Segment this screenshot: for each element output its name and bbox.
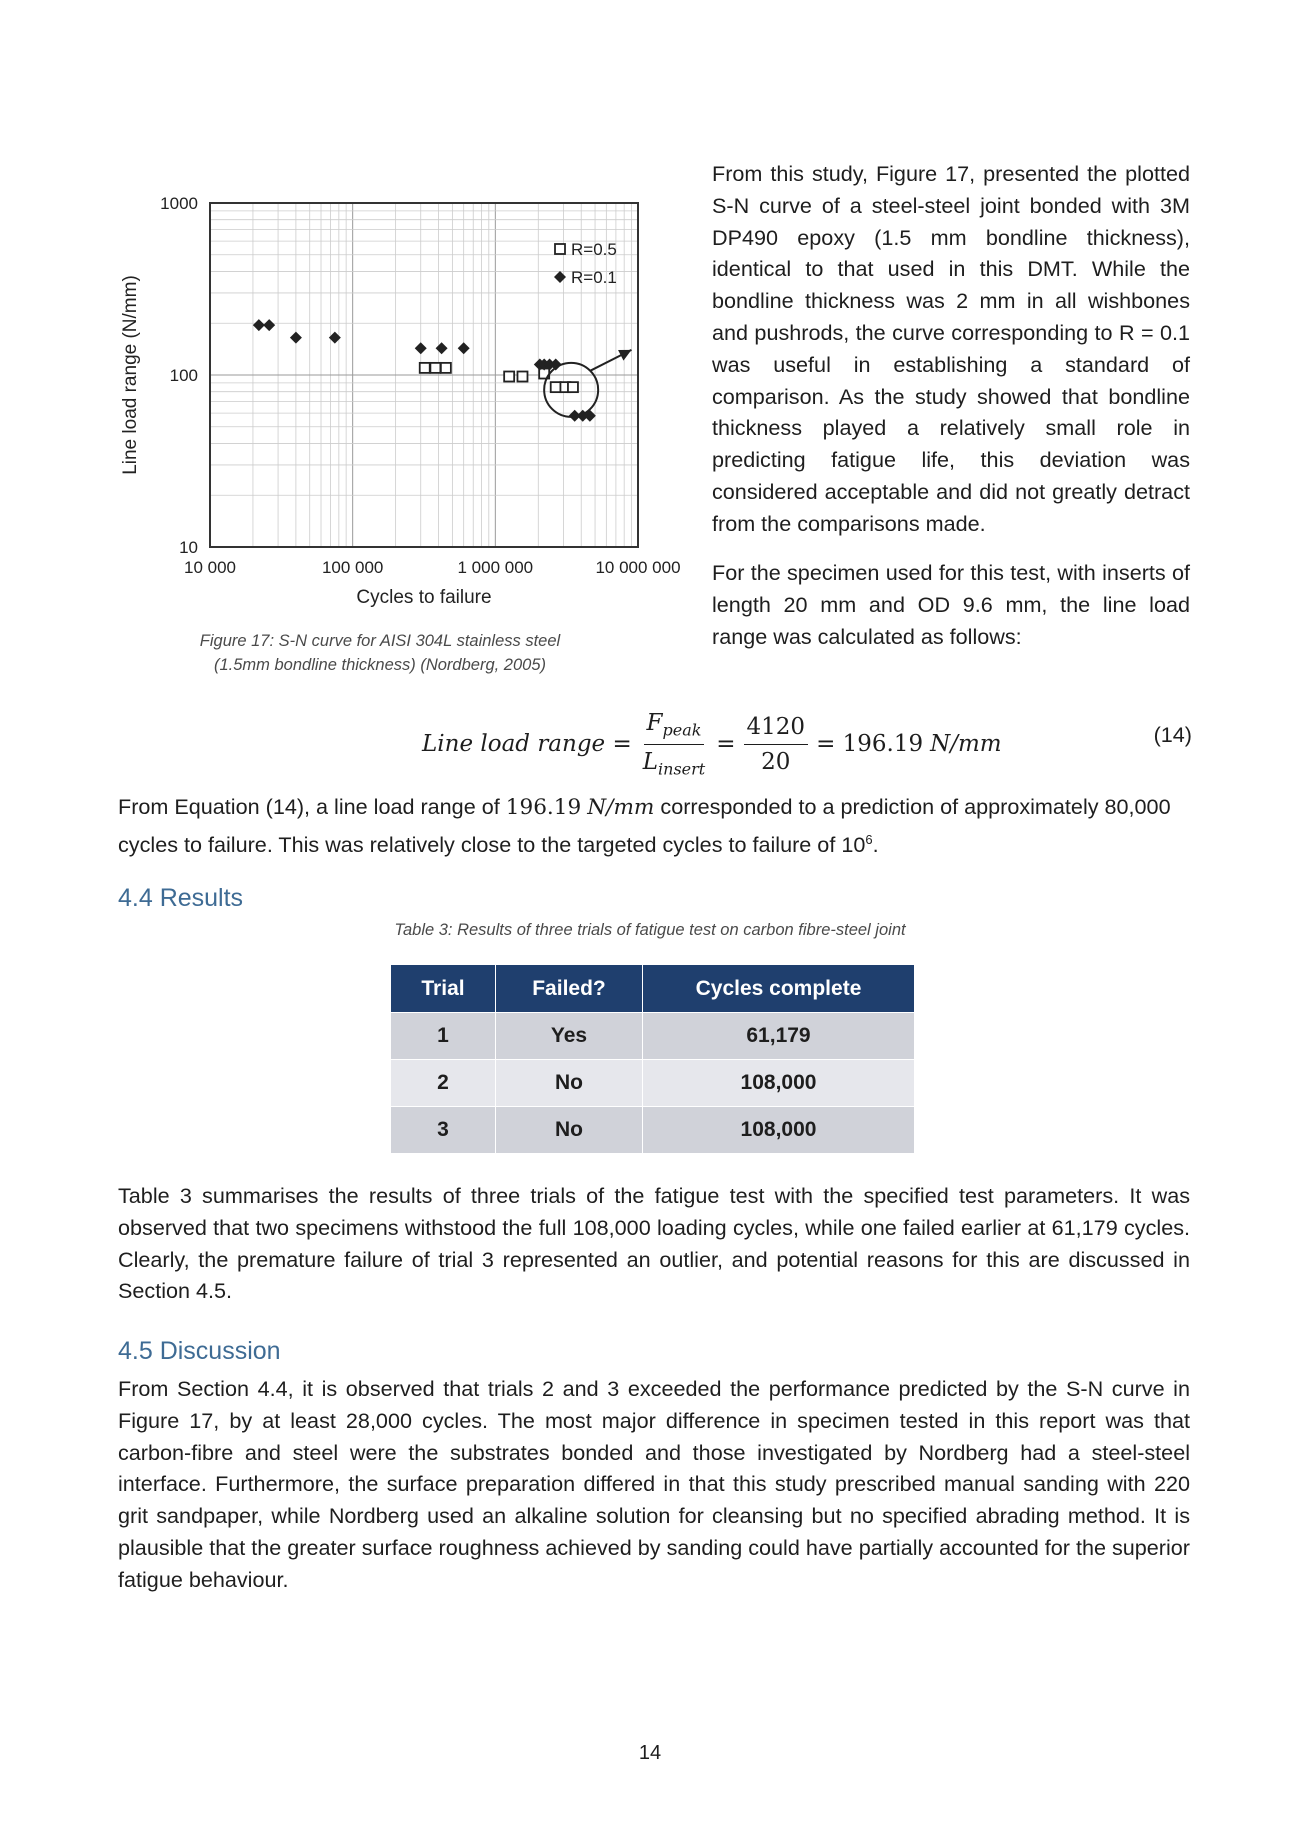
equation-lhs: Line load range = (422, 731, 632, 757)
equation-num-sub: peak (662, 720, 702, 740)
table-cell-trial: 1 (391, 1013, 496, 1060)
table-cell-trial: 2 (391, 1060, 496, 1107)
equation-equals: = (716, 731, 736, 757)
figure-caption-line2: (1.5mm bondline thickness) (Nordberg, 2005) (214, 656, 546, 674)
post-eq-text-after: corresponded to a prediction of approximately 80,000 (654, 794, 1171, 819)
table-header-trial: Trial (391, 965, 496, 1013)
table-cell-trial: 3 (391, 1107, 496, 1154)
equation-fraction-symbolic (640, 710, 708, 778)
intro-paragraph-1: From this study, Figure 17, presented the plotted S-N curve of a steel-steel joint bonded with 3M DP490 epoxy (1.5 mm bondline thickness), identical to that used in this DMT. While the bondline thickness was 2 mm in all wishbones and pushrods, the curve corresponding to R = 0.1 was useful in establishing a standard of comparison. As the study showed that bondline thickness played a relatively small role in predicting fatigue life, this deviation was considered acceptable and did not greatly detract from the comparisons made. (712, 161, 1190, 536)
table-caption: Table 3: Results of three trials of fatigue test on carbon fibre-steel joint (394, 921, 906, 939)
equation-number: (14) (1153, 722, 1192, 747)
intro-paragraph-2: For the specimen used for this test, with inserts of length 20 mm and OD 9.6 mm, the line load range was calculated as follows: (712, 560, 1190, 649)
data-point-r05 (517, 372, 527, 382)
equation-rhs-value: = 196.19 (816, 731, 924, 757)
legend-label: R=0.1 (571, 268, 617, 287)
table-cell-failed: Yes (496, 1013, 643, 1060)
results-table (391, 965, 914, 1153)
post-equation-paragraph (118, 791, 1190, 861)
equation-num-value: 4120 (744, 714, 809, 745)
data-point-r05 (504, 372, 514, 382)
table-row (391, 1013, 914, 1060)
y-axis-label: Line load range (N/mm) (120, 275, 141, 475)
post-eq-text-before: From Equation (14), a line load range of (118, 794, 506, 819)
discussion-paragraph: From Section 4.4, it is observed that trials 2 and 3 exceeded the performance predicted by the S-N curve in Figure 17, by at least 28,000 cycles. The most major difference in specimen tested in this report was that carbon-fibre and steel were the substrates bonded and those investigated by Nordberg had a steel-steel interface. Furthermore, the surface preparation differed in that this study prescribed manual sanding with 220 grit sandpaper, while Nordberg used an alkaline solution for cleansing but no specified abrading method. It is plausible that the greater surface roughness achieved by sanding could have partially accounted for the superior fatigue behaviour. (118, 1376, 1190, 1592)
data-point-r05 (430, 363, 440, 373)
post-eq-superscript: 6 (865, 831, 873, 847)
y-tick-label: 1000 (160, 194, 198, 213)
y-tick-label: 100 (169, 366, 198, 385)
x-axis-label: Cycles to failure (356, 587, 492, 608)
section-heading-results: 4.4 Results (118, 884, 244, 912)
table-row (391, 1107, 914, 1154)
x-tick-label: 10 000 (184, 558, 236, 577)
results-paragraph: Table 3 summarises the results of three trials of the fatigue test with the specified test parameters. It was observed that two specimens withstood the full 108,000 loading cycles, while one failed earlier at 61,179 cycles. Clearly, the premature failure of trial 3 represented an outlier, and potential reasons for this are discussed in Section 4.5. (118, 1183, 1190, 1304)
equation-den-value: 20 (761, 748, 791, 775)
section-heading-discussion: 4.5 Discussion (118, 1337, 281, 1365)
figure-caption-line1: Figure 17: S-N curve for AISI 304L stainless steel (199, 632, 561, 650)
data-point-r05 (551, 382, 561, 392)
table-header-failed: Failed? (496, 965, 643, 1013)
x-tick-label: 1 000 000 (457, 558, 534, 577)
x-tick-label: 100 000 (321, 558, 384, 577)
equation-num-main: F (646, 709, 663, 736)
equation-14 (0, 704, 1300, 784)
page-number: 14 (638, 1742, 662, 1764)
equation-den-sub: insert (658, 759, 706, 779)
table-cell-cycles: 108,000 (643, 1060, 915, 1107)
table-cell-cycles: 108,000 (643, 1107, 915, 1154)
figure-caption (160, 629, 600, 677)
table-cell-failed: No (496, 1107, 643, 1154)
data-point-r05 (420, 363, 430, 373)
table-cell-cycles: 61,179 (643, 1013, 915, 1060)
post-eq-end: . (872, 831, 879, 857)
table-header-row (391, 965, 914, 1013)
equation-fraction-numeric (744, 714, 809, 775)
x-tick-label: 10 000 000 (595, 558, 681, 577)
table-header-cycles: Cycles complete (643, 965, 915, 1013)
table-cell-failed: No (496, 1060, 643, 1107)
data-point-r05 (568, 382, 578, 392)
legend-label: R=0.5 (571, 240, 617, 259)
equation-rhs-unit: N/mm (930, 731, 1002, 757)
legend-marker-r05 (555, 244, 565, 254)
post-eq-line2: cycles to failure. This was relatively close to the targeted cycles to failure of 10 (118, 831, 866, 857)
sn-curve-chart (118, 185, 698, 625)
data-point-r05 (441, 363, 451, 373)
post-eq-value: 196.19 (505, 795, 582, 820)
table-row (391, 1060, 914, 1107)
equation-den-main: L (642, 748, 659, 775)
y-tick-label: 10 (179, 538, 198, 557)
post-eq-unit: N/mm (587, 795, 655, 820)
